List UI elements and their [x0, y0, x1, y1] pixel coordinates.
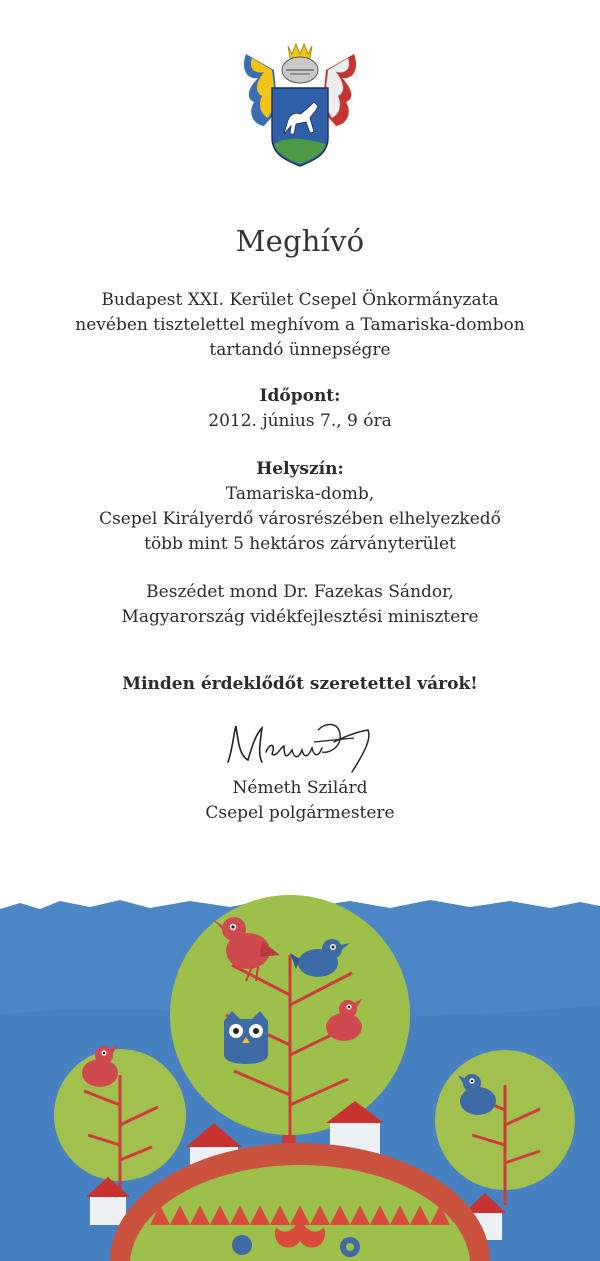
intro-paragraph	[0, 288, 600, 363]
place-line: Csepel Királyerdő városrészében elhelyezkedő	[99, 509, 501, 529]
time-value: 2012. június 7., 9 óra	[208, 411, 392, 431]
signature-icon	[222, 712, 388, 774]
speech-line: Beszédet mond Dr. Fazekas Sándor,	[146, 582, 454, 602]
place-line: Tamariska-domb,	[225, 484, 375, 504]
intro-line: nevében tisztelettel meghívom a Tamariska-dombon	[75, 315, 525, 335]
place-line: több mint 5 hektáros zárványterület	[144, 534, 456, 554]
speech-section	[0, 580, 600, 630]
signer-title: Csepel polgármestere	[205, 803, 395, 823]
intro-line: Budapest XXI. Kerület Csepel Önkormányzata	[101, 290, 499, 310]
time-label: Időpont:	[259, 386, 341, 406]
signer-name: Németh Szilárd	[232, 778, 368, 798]
coat-of-arms-icon	[238, 40, 362, 168]
invitation-title: Meghívó	[235, 224, 365, 258]
place-section	[0, 457, 600, 557]
time-section	[0, 384, 600, 434]
speech-line: Magyarország vidékfejlesztési minisztere	[121, 607, 479, 627]
place-label: Helyszín:	[256, 459, 344, 479]
welcome-line: Minden érdeklődőt szeretettel várok!	[122, 674, 478, 694]
signer-block	[0, 776, 600, 826]
illustration-scene-icon	[0, 895, 600, 1261]
intro-line: tartandó ünnepségre	[209, 340, 391, 360]
